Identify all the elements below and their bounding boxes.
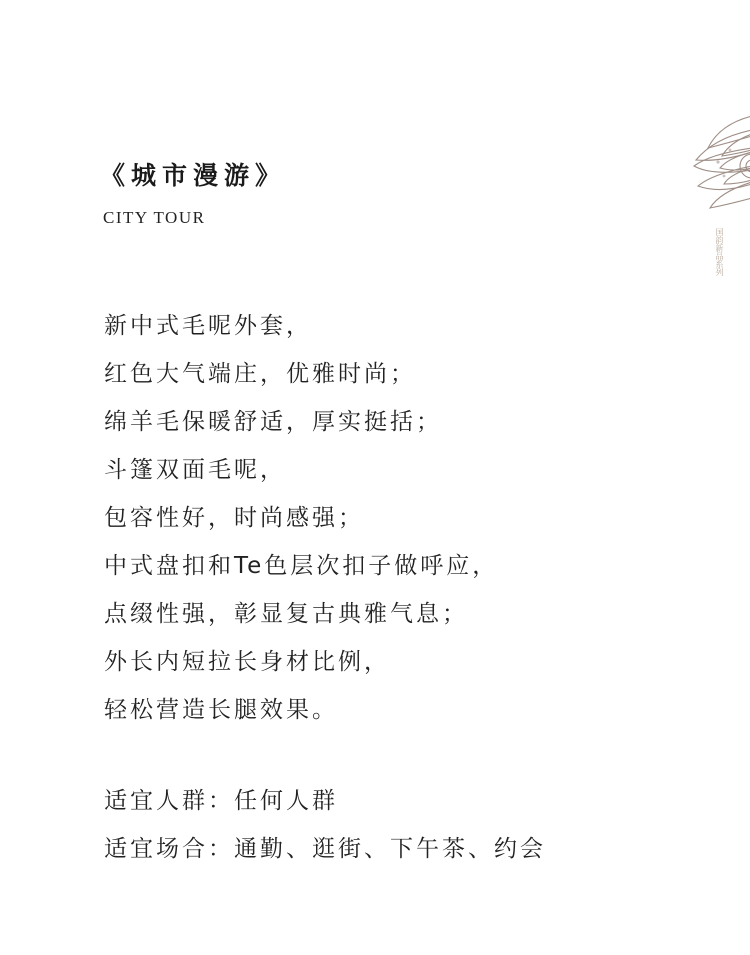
suitability-info [104,777,704,873]
description-line: 外长内短拉长身材比例， [104,649,390,675]
description-text [104,302,704,734]
description-line: 新中式毛呢外套， [104,313,312,339]
page-title: 《城市漫游》 [100,161,287,190]
description-line: 绵羊毛保暖舒适，厚实挺括； [104,409,442,435]
description-line: 轻松营造长腿效果。 [104,697,338,723]
description-line: 斗篷双面毛呢， [104,457,286,483]
description-line: 包容性好，时尚感强； [104,505,364,531]
description-line: 红色大气端庄，优雅时尚； [104,361,416,387]
page-subtitle: CITY TOUR [103,208,206,227]
description-line: 中式盘扣和Te色层次扣子做呼应， [104,553,499,579]
mandala-flower-icon [690,104,750,224]
series-caption: 国韵新品系列 [715,228,724,276]
suitable-occasion: 适宜场合：通勤、逛街、下午茶、约会 [104,836,546,862]
suitable-crowd: 适宜人群：任何人群 [104,788,338,814]
description-line: 点缀性强，彰显复古典雅气息； [104,601,468,627]
